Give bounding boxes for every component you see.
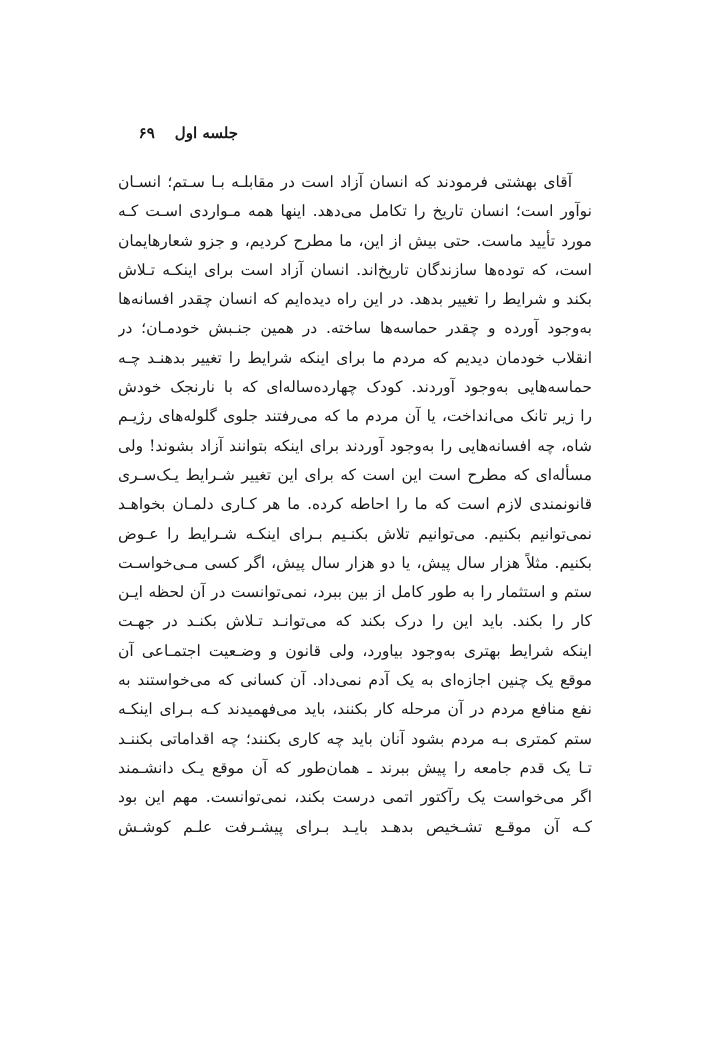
text-line: تـا یک قدم جامعه را پیش ببرند ـ همان‌طور که آن موقع یـک دانشـمند [118, 758, 592, 777]
text-line: شاه، چه افسانه‌هایی را به‌وجود آوردند برای اینکه بتوانند آزاد بشوند! ولی [118, 436, 592, 455]
text-line: است، که توده‌ها سازندگان تاریخ‌اند. انسان آزاد است برای اینکـه تـلاش [118, 260, 592, 279]
text-line: نوآور است؛ انسان تاریخ را تکامل می‌دهد. اینها همه مـواردی اسـت کـه [118, 202, 592, 221]
chapter-title: جلسه اول [174, 124, 238, 142]
text-line: ستم و استثمار را به طور کامل از بین ببرد، نمی‌توانست در آن لحظه ایـن [118, 583, 592, 602]
text-line: حماسه‌هایی به‌وجود آوردند. کودک چهارده‌ساله‌ای که با نارنجک خودش [118, 378, 592, 397]
text-line: نمی‌توانیم بکنیم. می‌توانیم تلاش بکنـیم بـرای اینکـه شـرایط را عـوض [118, 524, 592, 543]
text-line: اگر می‌خواست یک رآکتور اتمی درست بکند، نمی‌توانست. مهم این بود [118, 788, 592, 807]
text-line: کار را بکند. باید این را درک بکند که می‌توانـد تـلاش بکنـد در جهـت [118, 612, 592, 631]
text-line: به‌وجود آورده و چقدر حماسه‌ها ساخته. در همین جنـبش خودمـان؛ در [118, 319, 592, 338]
text-line: موقع یک چنین اجازه‌ای به یک آدم نمی‌داد. آن کسانی که می‌خواستند به [118, 671, 592, 690]
text-line: بکند و شرایط را تغییر بدهد. در این راه دیده‌ایم که انسان چقدر افسانه‌ها [118, 290, 592, 309]
text-line: مسأله‌ای که مطرح است این است که برای این تغییر شـرایط یـک‌سـری [118, 465, 592, 484]
text-line: کـه آن موقـع تشـخیص بدهـد بایـد بـرای پیشـرفت علـم کوشـش [118, 817, 592, 836]
text-line: ستم کمتری بـه مردم بشود آنان باید چه کاری بکنند؛ چه اقداماتی بکننـد [118, 729, 592, 748]
text-line: انقلاب خودمان دیدیم که مردم ما برای اینکه شرایط را تغییر بدهنـد چـه [118, 348, 592, 367]
text-line: قانونمندی لازم است که ما را احاطه کرده. ما هر کـاری دلمـان بخواهـد [118, 495, 592, 514]
page-number: ۶۹ [138, 124, 155, 142]
body-text [118, 168, 592, 842]
text-line: را زیر تانک می‌انداخت، یا آن مردم ما که می‌رفتند جلوی گلوله‌های رژیـم [118, 407, 592, 426]
text-line: آقای بهشتی فرمودند که انسان آزاد است در مقابلـه بـا سـتم؛ انسـان [118, 173, 572, 191]
text-line: اینکه شرایط بهتری به‌وجود بیاورد، ولی قانون و وضـعیت اجتمـاعی آن [118, 641, 592, 660]
text-line: مورد تأیید ماست. حتی بیش از این، ما مطرح کردیم، و جزو شعارهایمان [118, 231, 592, 250]
text-line: نفع منافع مردم در آن مرحله کار بکنند، باید می‌فهمیدند کـه بـرای اینکـه [118, 700, 592, 719]
text-line: بکنیم. مثلاً هزار سال پیش، یا دو هزار سال پیش، اگر کسی مـی‌خواسـت [118, 553, 592, 572]
running-header [118, 122, 238, 144]
